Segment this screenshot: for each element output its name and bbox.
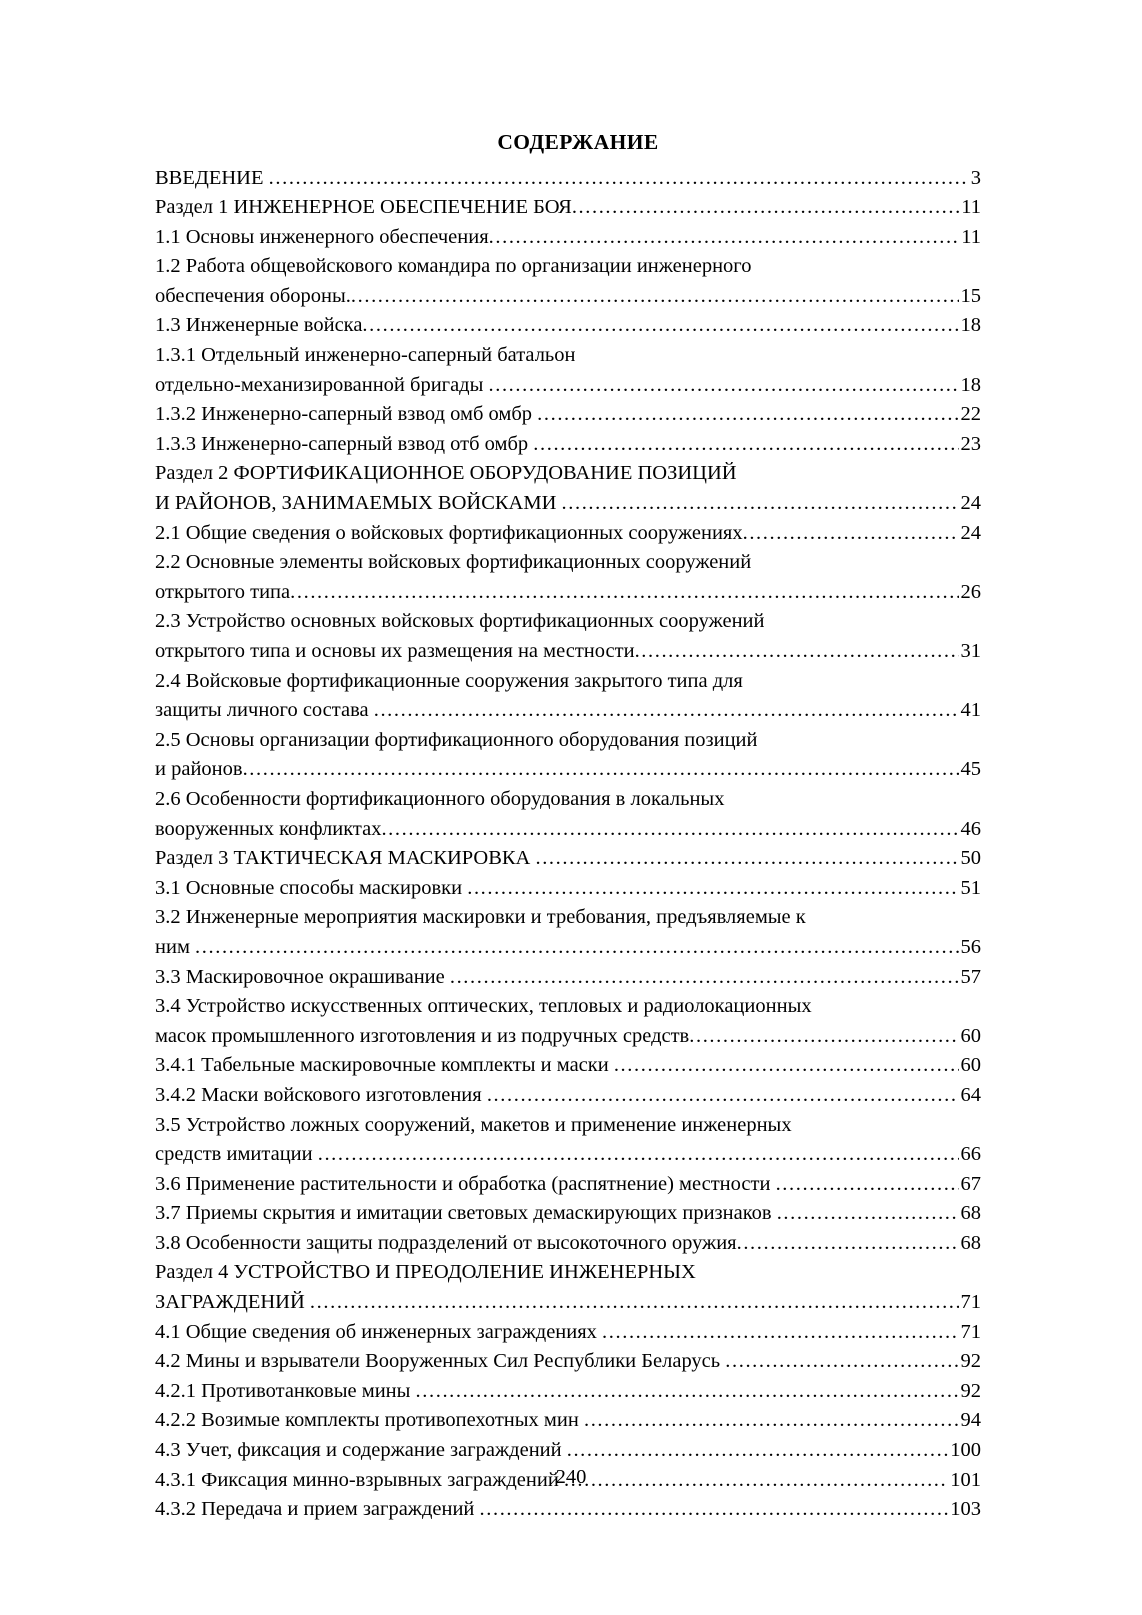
toc-entry-label: 4.3.2 Передача и прием заграждений [155,1498,480,1521]
toc-entry[interactable] [155,1377,981,1407]
toc-list [155,164,981,1525]
toc-entry-page-number: 101 [950,1468,981,1491]
page-title: СОДЕРЖАНИЕ [497,130,659,154]
toc-entry-page-number: 94 [960,1409,981,1432]
toc-entry-leader-row [155,371,981,401]
toc-entry[interactable] [155,667,981,726]
dot-leader [584,1406,959,1436]
dot-leader [416,1377,959,1407]
dot-leader [562,489,959,519]
toc-entry-label: 3.4.2 Маски войскового изготовления [155,1083,487,1106]
toc-entry[interactable] [155,992,981,1051]
toc-entry-page-number: 71 [960,1291,981,1314]
toc-entry[interactable] [155,785,981,844]
toc-entry[interactable] [155,844,981,874]
dot-leader [480,1495,949,1525]
dot-leader [533,430,958,460]
toc-entry-leader-row [155,1170,981,1200]
toc-entry-page-number: 67 [960,1172,981,1195]
toc-entry-leader-row [155,578,981,608]
toc-entry-leader-row [155,755,981,785]
toc-entry-title-line: 2.3 Устройство основных войсковых фортификационных сооружений [155,610,765,633]
toc-entry-page-number: 45 [960,758,981,781]
toc-entry-label: 3.6 Применение растительности и обработка (распятнение) местности [155,1172,776,1195]
toc-entry-page-number: 92 [960,1350,981,1373]
dot-leader [269,164,969,194]
toc-entry[interactable] [155,223,981,253]
toc-entry[interactable] [155,400,981,430]
toc-entry-leader-row [155,1051,981,1081]
dot-leader [351,282,959,312]
toc-entry[interactable] [155,519,981,549]
dot-leader [567,1436,949,1466]
toc-entry-leader-row [155,1406,981,1436]
toc-entry-title-line: 3.2 Инженерные мероприятия маскировки и требования, предъявляемые к [155,906,806,929]
toc-entry-label: обеспечения обороны. [155,284,351,307]
toc-entry-page-number: 31 [960,640,981,662]
toc-entry-page-number: 18 [960,314,981,337]
toc-entry-page-number: 64 [960,1083,981,1106]
toc-entry[interactable] [155,1170,981,1200]
dot-leader [602,1318,958,1348]
toc-entry-title-line: 2.4 Войсковые фортификационные сооружения закрытого типа для [155,669,743,692]
toc-entry-label: 4.2.2 Возимые комплекты противопехотных мин [155,1409,584,1432]
dot-leader [689,1022,958,1052]
toc-entry-page-number: 26 [960,580,981,603]
toc-entry-label: 2.1 Общие сведения о войсковых фортификационных сооружениях [155,521,743,544]
toc-entry-page-number: 56 [960,935,981,958]
toc-entry-leader-row [155,193,981,223]
toc-entry-page-number: 68 [960,1231,981,1254]
toc-entry-label: и районов [155,758,243,781]
toc-entry[interactable] [155,1199,981,1229]
toc-entry-leader-row [155,1347,981,1377]
toc-entry-leader-row [155,1318,981,1348]
toc-entry-label: 1.3.2 Инженерно-саперный взвод омб омбр [155,403,538,426]
toc-entry-label: 1.3.3 Инженерно-саперный взвод отб омбр [155,432,534,455]
dot-leader [318,1140,959,1170]
toc-entry-label: 4.1 Общие сведения об инженерных заграждениях [155,1320,603,1343]
toc-entry-leader-row [155,400,981,430]
toc-entry[interactable] [155,607,981,666]
toc-entry-leader-row [155,164,981,194]
toc-entry-label: масок промышленного изготовления и из подручных средств [155,1024,690,1047]
toc-entry[interactable] [155,193,981,223]
toc-entry-label: 4.3.1 Фиксация минно-взрывных заграждений [155,1468,564,1491]
toc-entry-page-number: 57 [960,965,981,988]
dot-leader [362,311,958,341]
toc-entry-label: 4.3 Учет, фиксация и содержание заграждений [155,1439,567,1462]
dot-leader [310,1288,959,1318]
dot-leader [743,519,959,549]
toc-entry-label: отдельно-механизированной бригады [155,373,489,396]
dot-leader [467,874,958,904]
toc-entry-title-line: 1.2 Работа общевойскового командира по организации инженерного [155,255,752,278]
toc-entry-page-number: 41 [960,699,981,722]
toc-entry-leader-row [155,1199,981,1229]
toc-entry[interactable] [155,1318,981,1348]
toc-entry[interactable] [155,459,981,518]
dot-leader [489,371,959,401]
dot-leader [290,578,958,608]
toc-entry[interactable] [155,903,981,962]
toc-entry-page-number: 11 [961,225,981,248]
toc-entry-title-line: Раздел 2 ФОРТИФИКАЦИОННОЕ ОБОРУДОВАНИЕ ПОЗИЦИЙ [155,462,737,485]
toc-entry-label: вооруженных конфликтах [155,817,382,840]
toc-entry-label: 4.2 Мины и взрыватели Вооруженных Сил Республики Беларусь [155,1350,726,1373]
toc-entry-label: Раздел 1 ИНЖЕНЕРНОЕ ОБЕСПЕЧЕНИЕ БОЯ [155,196,572,219]
toc-entry-page-number: 71 [960,1320,981,1343]
toc-entry[interactable] [155,252,981,311]
toc-entry-title-line: 2.2 Основные элементы войсковых фортификационных сооружений [155,551,752,574]
dot-leader [535,844,958,874]
toc-entry-label: Раздел 3 ТАКТИЧЕСКАЯ МАСКИРОВКА [155,847,536,870]
toc-entry-leader-row [155,1081,981,1111]
toc-entry-page-number: 11 [961,196,981,219]
toc-entry[interactable] [155,1495,981,1525]
dot-leader [243,755,959,785]
toc-entry-page-number: 66 [960,1143,981,1166]
toc-entry-label: 3.3 Маскировочное окрашивание [155,965,450,988]
toc-entry-label: 1.1 Основы инженерного обеспечения [155,225,489,248]
toc-entry-page-number: 46 [960,817,981,840]
toc-entry-label: 3.8 Особенности защиты подразделений от высокоточного оружия [155,1231,737,1254]
toc-entry-page-number: 92 [960,1379,981,1402]
toc-entry-label: ним [155,935,196,958]
toc-entry-leader-row [155,1229,981,1259]
toc-entry[interactable] [155,1229,981,1259]
toc-entry[interactable] [155,1051,981,1081]
toc-entry-page-number: 60 [960,1024,981,1047]
toc-entry-leader-row [155,1140,981,1170]
dot-leader [614,1051,959,1081]
toc-entry-label: 4.2.1 Противотанковые мины [155,1379,416,1402]
dot-leader [195,933,958,963]
toc-entry-leader-row [155,430,981,460]
dot-leader [777,1199,959,1229]
dot-leader [635,637,959,667]
toc-entry-leader-row [155,311,981,341]
toc-entry-leader-row [155,815,981,845]
toc-entry-label: ЗАГРАЖДЕНИЙ [155,1291,310,1314]
toc-entry-label: 3.4.1 Табельные маскировочные комплекты и маски [155,1054,614,1077]
toc-entry-leader-row [155,282,981,312]
toc-entry-page-number: 24 [960,492,981,515]
toc-entry-page-number: 60 [960,1054,981,1077]
toc-entry-leader-row [155,874,981,904]
toc-entry[interactable] [155,1111,981,1170]
toc-entry[interactable] [155,1258,981,1317]
toc-entry[interactable] [155,1347,981,1377]
toc-entry-leader-row [155,963,981,993]
toc-content [155,132,981,1525]
toc-entry-label: 1.3 Инженерные войска [155,314,363,337]
toc-entry-label: защиты личного состава [155,699,374,722]
toc-entry-page-number: 22 [960,403,981,426]
dot-leader [776,1170,959,1200]
toc-entry-title-line: 3.5 Устройство ложных сооружений, макетов и применение инженерных [155,1113,792,1136]
toc-entry-leader-row [155,1495,981,1525]
toc-entry-leader-row [155,519,981,549]
toc-entry-page-number: 18 [960,373,981,396]
toc-entry[interactable] [155,1081,981,1111]
toc-entry-title-line: 1.3.1 Отдельный инженерно-саперный батальон [155,344,576,367]
toc-entry-label: открытого типа [155,580,291,603]
toc-entry-label: 3.1 Основные способы маскировки [155,876,468,899]
dot-leader [572,193,959,223]
dot-leader [489,223,960,253]
toc-entry-leader-row [155,489,981,519]
toc-entry-label: И РАЙОНОВ, ЗАНИМАЕМЫХ ВОЙСКАМИ [155,492,562,515]
toc-entry[interactable] [155,311,981,341]
page-folio-number: 240 [555,1466,587,1488]
toc-entry-title-line: 2.6 Особенности фортификационного оборудования в локальных [155,787,725,810]
toc-entry-page-number: 24 [960,521,981,544]
toc-entry[interactable] [155,874,981,904]
toc-entry-label: средств имитации [155,1143,318,1166]
toc-entry-leader-row [155,933,981,963]
toc-entry[interactable] [155,341,981,400]
toc-entry-page-number: 50 [960,847,981,870]
toc-entry-label: открытого типа и основы их размещения на местности [155,640,635,662]
toc-entry-leader-row [155,844,981,874]
toc-entry-leader-row [155,1377,981,1407]
toc-entry[interactable] [155,430,981,460]
toc-entry[interactable] [155,726,981,785]
toc-entry-page-number: 51 [960,876,981,899]
toc-entry[interactable] [155,164,981,194]
toc-entry-page-number: 68 [960,1202,981,1225]
toc-entry-page-number: 3 [970,166,981,189]
dot-leader [487,1081,959,1111]
dot-leader [737,1229,959,1259]
toc-entry-label: ВВЕДЕНИЕ [155,166,269,189]
dot-leader [725,1347,958,1377]
toc-entry[interactable] [155,548,981,607]
toc-entry[interactable] [155,1436,981,1466]
toc-entry-leader-row [155,1288,981,1318]
toc-entry-page-number: 23 [960,432,981,455]
toc-entry-page-number: 15 [960,284,981,307]
dot-leader [537,400,958,430]
toc-entry-title-line: 3.4 Устройство искусственных оптических, тепловых и радиолокационных [155,995,812,1018]
dot-leader [374,696,959,726]
toc-entry-leader-row [155,1436,981,1466]
toc-entry-leader-row [155,223,981,253]
toc-entry-page-number: 103 [950,1498,981,1521]
toc-entry-title-line: Раздел 4 УСТРОЙСТВО И ПРЕОДОЛЕНИЕ ИНЖЕНЕРНЫХ [155,1261,696,1284]
toc-entry-title-line: 2.5 Основы организации фортификационного оборудования позиций [155,728,758,751]
dot-leader [450,963,959,993]
toc-entry-leader-row [155,637,981,667]
toc-entry[interactable] [155,963,981,993]
toc-entry-leader-row [155,696,981,726]
toc-entry-page-number: 100 [950,1439,981,1462]
toc-entry-label: 3.7 Приемы скрытия и имитации световых демаскирующих признаков [155,1202,777,1225]
toc-entry-leader-row [155,1022,981,1052]
toc-entry[interactable] [155,1406,981,1436]
dot-leader [381,815,958,845]
